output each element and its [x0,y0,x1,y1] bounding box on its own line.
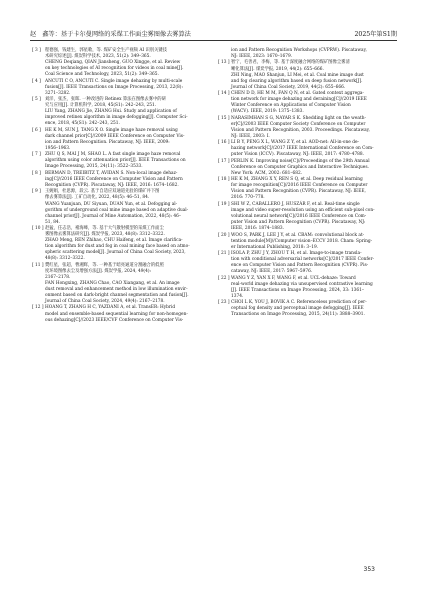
reference-entry [32,226,208,262]
reference-line: er International Publishing, 2018: 3–19. [231,244,319,250]
reference-entry [218,251,394,275]
reference-line: puter Vision (ICCV). Piscataway, NJ: IEEE, 2017: 4780–4788. [231,152,365,158]
reference-line: FAN Hongxing, ZHANG Chao, CAO Xiangang, et al. An image [45,280,180,286]
reference-line: 度环境图像去尘及增强方法[J]. 煤炭学报, 2024, 49(4): [45,268,151,274]
reference-line: IEEE, 2016: 1874–1883. [231,226,284,232]
reference-number: [ 21 ] [218,251,230,257]
reference-line: cataway, NJ: IEEE, 2017: 5967–5976. [231,269,313,275]
reference-line: 雾图像去雾算法研究[J]. 煤炭学报, 2023, 48(8): 3312–3322. [45,232,165,238]
reference-line: CHENG Deqiang, QIAN Jiansheng, GUO Xingge, et al. Review [45,60,181,66]
reference-line: spheric scattering model[J]. Journal of China Coal Society, 2023, [45,250,186,256]
reference-line: volutional neural network[C]//2016 IEEE Conference on Com- [231,214,367,219]
reference-entry [218,300,394,318]
reference-line: channel prior[J]. Journal of Mine Automation, 2022, 48(5): 46– [45,213,182,219]
reference-line: improved retinex algorithm in image defogging[J]. Computer Sci- [45,115,188,121]
reference-line: ion and Pattern Recognition Workshops (CVPRW). Piscataway, [231,48,367,53]
reference-entry [218,276,394,300]
reference-line: Winter Conference on Applications of Computer Vision [231,103,351,109]
running-header [30,22,397,41]
reference-line: fusion[J]. IEEE Transactions on Image Processing, 2013, 22(8): [45,84,183,90]
reference-line: real-world image dehazing via unsupervised contrastive learning [231,281,373,287]
reference-number: [ 10 ] [32,226,44,232]
reference-text [45,48,208,78]
reference-entry [218,233,394,251]
reference-line: New York: ACM, 2002: 681–682. [231,170,303,176]
reference-line: NJ: IEEE, 2023: 1670–1679. [231,54,293,60]
reference-line: gorithm of underground coal mine image based on adaptive dual- [45,207,189,213]
reference-line: WANG Yuanjuan, DU Siyuan, DUAN Yun, et al. Defogging al- [45,201,178,207]
reference-number: [ 12 ] [32,305,44,311]
reference-line: SHI W Z, CABALLERO J, HUSZÁR F, et al. Real-time single [231,201,360,207]
reference-line: LI B Y, PENG X L, WANG Z Y, et al. AOD-net: All-in-one de- [231,140,359,146]
reference-line: HE K M, SUN J, TANG X O. Single image haze removal using [45,127,178,133]
reference-line: tention module[M]//Computer vision–ECCV 2018. Cham: Spring- [231,238,373,244]
reference-line: 刘洋，张杰，张晖. 一种改进的 Retinex 算法在图像去雾中的研 [45,97,166,103]
reference-entry [32,152,208,170]
reference-line: puter Vision and Pattern Recognition (CVPR). Piscataway, NJ: [231,220,366,226]
reference-text [45,305,208,323]
header-title: 赵 鑫等：基于卡尔曼网络的采煤工作面尘雾图像去雾算法 [30,31,191,38]
reference-text [231,159,394,177]
reference-line: tion network for image dehazing and deraining[C]//2019 IEEE [231,97,367,103]
reference-text [231,48,394,60]
reference-line: ZHI Ning, MAO Shanjun, LI Mei, et al. Coal mine image dust [231,72,364,78]
references-left-column [32,48,208,324]
reference-number [218,48,231,60]
reference-line: dark channel prior[C]//2009 IEEE Conference on Computer Vis- [45,133,185,139]
reference-number: [ 3 ] [32,48,41,53]
reference-line: Vision and Pattern Recognition (CVPR). Piscataway, NJ: IEEE, [231,189,366,195]
reference-text [45,189,208,225]
reference-line: 究与应用[J]. 计算机科学, 2018, 45(S1): 242–243, 251. [45,103,157,109]
reference-number: [ 4 ] [32,78,41,84]
reference-line: onment based on dark-bright channel segmentation and fusion[J]. [45,293,189,298]
reference-text [45,97,208,127]
reference-number: [ 7 ] [32,152,41,158]
reference-number: [ 5 ] [32,97,41,103]
reference-number: [ 15 ] [218,115,230,121]
reference-line: 1374. [231,293,244,299]
reference-line: image and video super-resolution using an efficient sub-pixel con- [231,207,375,213]
reference-entry [218,177,394,201]
reference-entry [32,189,208,225]
reference-line: 51, 84. [45,219,61,225]
reference-number: [ 18 ] [218,177,230,183]
reference-line: HE K M, ZHANG X Y, REN S Q, et al. Deep residual learning [231,177,363,183]
reference-line: 程德强，钱建生，郭星歌，等. 煤矿安全生产视频 AI 识别关键技 [45,48,167,53]
reference-line: on key technologies of AI recognition for videos in coal mine[J]. [45,66,184,72]
reference-text [231,251,394,275]
reference-line: 智宁，毛善君，李梅，等. 基于深度融合网络的煤矿图像尘雾清 [231,60,350,66]
reference-line: (WACV). IEEE, 2019: 1375–1383. [231,109,304,115]
reference-entry [218,159,394,177]
reference-entry [218,140,394,158]
reference-text [45,152,208,170]
reference-number: [ 13 ] [218,60,230,66]
reference-line: Image Processing, 2015, 24(11): 3522–3533. [45,164,143,170]
reference-text [45,171,208,189]
reference-entry [32,48,208,78]
reference-line: Coal Science and Technology, 2023, 51(2): 349–365. [45,72,159,78]
reference-text [45,263,208,305]
reference-text [231,276,394,300]
reference-entry [32,305,208,323]
reference-line: ANCUTI C O, ANCUTI C. Single image dehazing by multi-scale [45,78,183,84]
reference-line: ous dehazing[C]//2023 IEEE/CVF Conference on Computer Vis- [45,317,184,323]
reference-line: and fog clearing algorithm based on deep fusion network[J]. [231,78,363,84]
reference-line: ing[C]//2016 IEEE Conference on Computer Vision and Pattern [45,176,183,182]
reference-number: [ 11 ] [32,262,44,268]
reference-text [45,128,208,152]
reference-text [231,116,394,140]
reference-line: 2167–2178. [45,274,71,280]
reference-line: ZHU Q S, MAI J M, SHAO L. A fast single image haze removal [45,152,181,158]
header-issue: 2025年第S1期 [354,31,397,38]
reference-entry [218,91,394,115]
reference-line: 晰化算法[J]. 煤炭学报, 2019, 44(2): 655–666. [231,66,324,72]
reference-line: 像去雾算法[J]. 工矿自动化, 2022, 48(5): 46–51, 84. [45,195,150,201]
reference-number: [ 14 ] [218,91,230,97]
reference-line: dust removal and enhancement method in low illumination envir- [45,286,188,292]
reference-line: LIU Yang, ZHANG Jie, ZHANG Hui. Study and application of [45,109,177,115]
reference-line: 赵猛，任志浩，褚海峰，等. 基于大气散射模型的采煤工作面尘 [45,226,164,232]
references-right-column [218,48,394,319]
reference-line: ence on Computer Vision and Pattern Recognition (CVPR). Pis- [231,263,369,269]
reference-line: 2016: 770–778. [231,195,265,201]
reference-line: ZHAO Meng, REN Zhihao, CHU Haifeng, et al. Image clarifica- [45,238,183,244]
reference-line: 1956–1963. [45,145,71,151]
reference-number: [ 6 ] [32,127,41,133]
reference-line: tion algorithm for dust and fog in coal mining face based on atmo- [45,244,190,250]
reference-line: hazing network[C]//2017 IEEE International Conference on Com- [231,146,374,152]
reference-text [45,79,208,97]
reference-line: [J]. IEEE Transactions on Image Processing, 2024, 33: 1361– [231,287,364,293]
page-number: 353 [363,566,375,573]
reference-line: Journal of China Coal Society, 2019, 44(2): 655–666. [231,84,346,90]
reference-line: model and ensemble-based sequential learning for non-homogen- [45,311,188,317]
reference-entry [32,171,208,189]
reference-text [231,60,394,90]
reference-entry [32,79,208,97]
reference-line: 术研究综述[J]. 煤炭科学技术, 2023, 51(2): 349–365. [45,54,151,60]
reference-text [231,91,394,115]
reference-line: algorithm using color attenuation prior[J]. IEEE Transactions on [45,158,186,164]
reference-number: [ 17 ] [218,158,230,164]
reference-number: [ 23 ] [218,300,230,306]
reference-line: tion with conditional adversarial networks[C]//2017 IEEE Confer- [231,257,374,263]
reference-line: CHEN D D, HE M M, FAN Q N, et al. Gated context aggrega- [231,91,364,97]
reference-number: [ 9 ] [32,189,41,195]
reference-entry [218,48,394,60]
reference-line: CHOI L K, YOU J, BOVIK A C. Referenceless prediction of per- [231,300,367,306]
reference-text [231,202,394,232]
reference-text [231,177,394,201]
reference-text [231,140,394,158]
reference-text [45,226,208,262]
reference-line: Journal of China Coal Society, 2024, 49(4): 2167–2178. [45,299,165,305]
reference-number: [ 8 ] [32,170,41,176]
reference-line: ence, 2018, 45(S1): 242–243, 251. [45,121,120,127]
reference-line: Transactions on Image Processing, 2015, 24(11): 3888–3901. [231,312,365,318]
reference-line: WOO S, PARK J, LEE J Y, et al. CBAM: convolutional block at- [231,232,365,238]
reference-line: Vision and Pattern Recognition, 2003. Proceedings. Piscataway, [231,127,370,133]
reference-line: 樊红星，张超，曹湘辉，等. 一种基于暗亮通道分割融合的低照 [45,262,164,268]
reference-entry [218,202,394,232]
reference-line: er[C]//2003 IEEE Computer Society Conference on Computer [231,121,366,127]
reference-entry [218,60,394,90]
reference-line: NJ: IEEE, 2003: I. [231,133,270,139]
reference-line: Conference on Computer Graphics and Interactive Techniques. [231,164,369,170]
reference-entry [32,128,208,152]
reference-entry [218,116,394,140]
reference-line: NARASIMHAN S G, NAYAR S K. Shedding light on the weath- [231,115,366,121]
reference-line: for image recognition[C]//2016 IEEE Conference on Computer [231,183,368,189]
reference-line: ceptual fog density and perceptual image defogging[J]. IEEE [231,306,364,312]
reference-entry [32,263,208,305]
reference-line: WANG Y Z, YAN X F, WANG F, et al. UCL-dehaze: Toward [231,275,356,281]
reference-line: ion and Pattern Recognition. Piscataway, NJ: IEEE, 2009: [45,139,170,145]
reference-number: [ 20 ] [218,232,230,238]
reference-line: PERLIN K. Improving noise[C]//Proceedings of the 29th Annual [231,158,370,164]
reference-line: 48(8): 3312–3322. [45,256,85,262]
reference-line: 王婉娟，杜思源，段云. 基于自适应双通道先验的煤矿井下图 [45,189,160,195]
reference-text [231,233,394,251]
reference-text [231,300,394,318]
reference-line: 3271–3282. [45,90,71,96]
reference-line: ISOLA P, ZHU J Y, ZHOU T H, et al. Image-to-image transla- [231,251,362,257]
reference-line: HOANG T, ZHANG H C, YAZDANI A, et al. TransER: Hybrid [45,305,176,311]
reference-line: BERMAN D, TREIBITZ T, AVIDAN S. Non-local image dehaz- [45,170,178,176]
reference-number: [ 19 ] [218,201,230,207]
reference-number: [ 16 ] [218,140,230,146]
reference-entry [32,97,208,127]
reference-number: [ 22 ] [218,275,230,281]
reference-line: Recognition (CVPR). Piscataway, NJ: IEEE, 2016: 1674–1682. [45,182,179,188]
